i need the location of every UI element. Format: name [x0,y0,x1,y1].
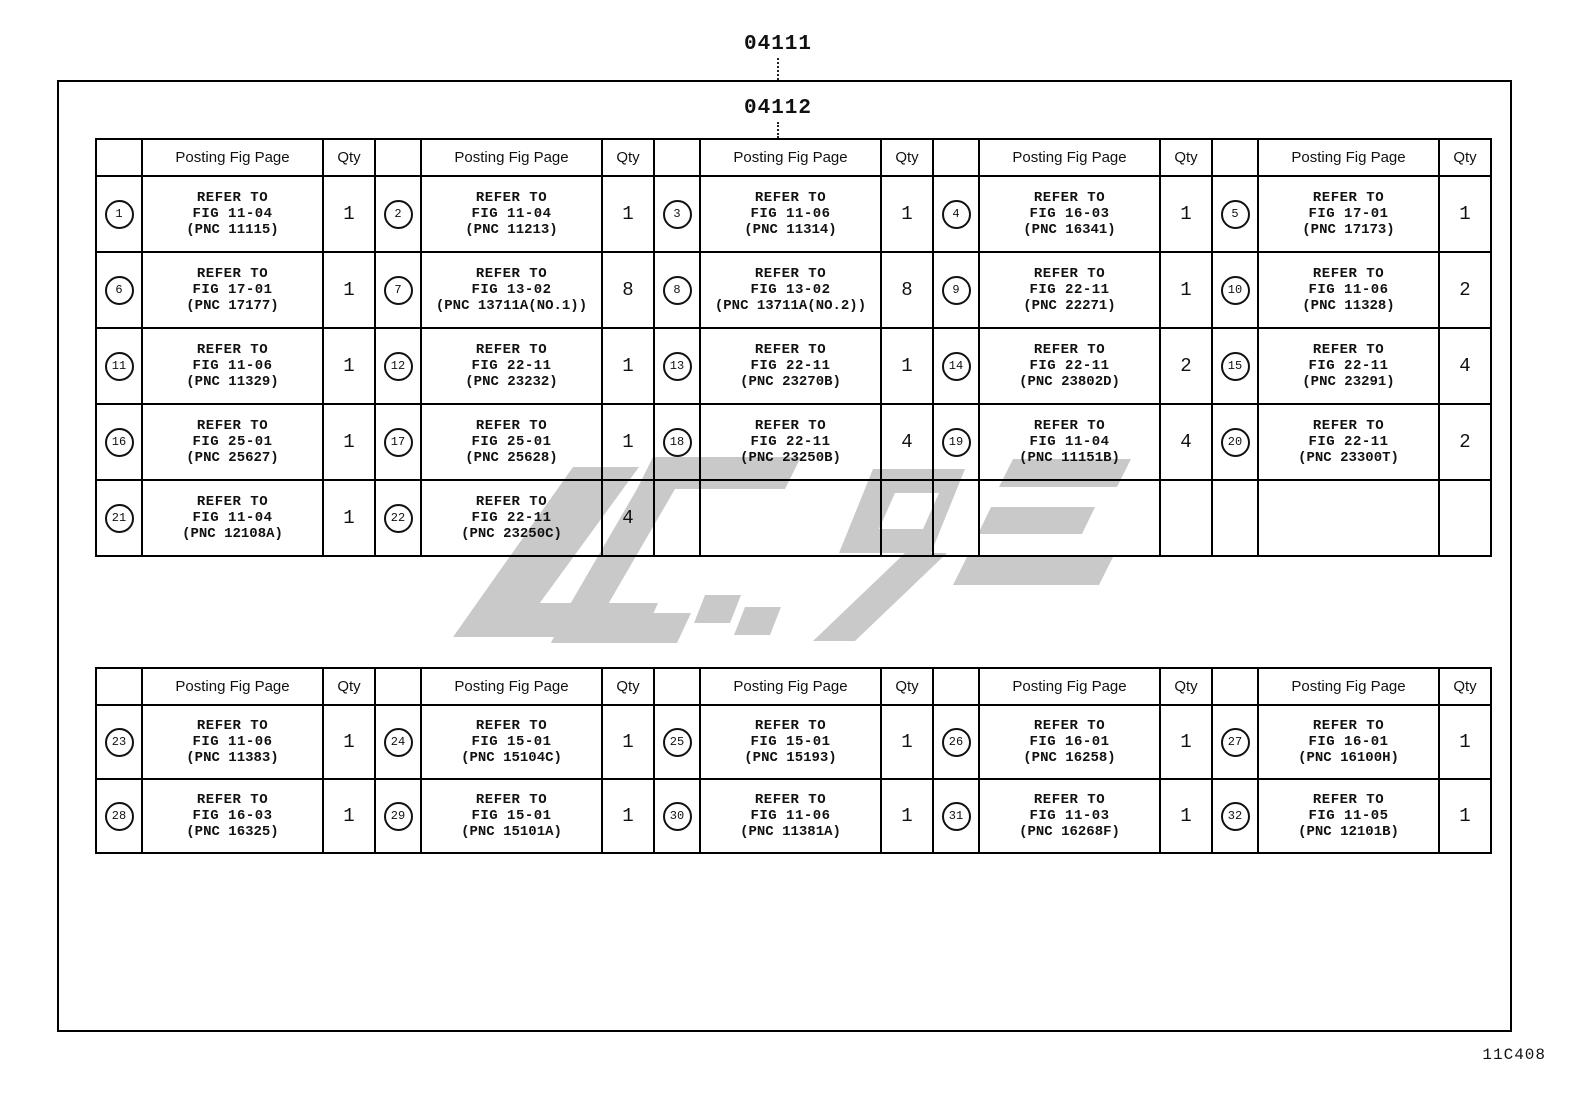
pnc-line: (PNC 12108A) [182,526,283,542]
circled-item-number: 23 [105,728,134,757]
qty-cell: 1 [603,329,655,405]
item-number-cell [97,253,143,329]
pnc-line: (PNC 11151B) [1019,450,1120,466]
item-number-cell [934,177,980,253]
qty-cell: 2 [1440,253,1492,329]
qty-cell: 1 [882,780,934,854]
circled-item-number: 20 [1221,428,1250,457]
item-number-cell [655,706,701,780]
fig-reference-line: FIG 15-01 [750,734,831,750]
qty-cell: 2 [1161,329,1213,405]
posting-fig-page-cell [143,481,324,557]
item-number-cell [97,706,143,780]
item-number-cell [97,329,143,405]
posting-fig-page-cell [143,177,324,253]
item-number-cell [1213,780,1259,854]
posting-fig-page-cell [980,405,1161,481]
item-number-cell [1213,253,1259,329]
fig-reference-line: FIG 22-11 [471,510,552,526]
circled-item-number: 9 [942,276,971,305]
item-number-cell [934,329,980,405]
posting-fig-page-cell [422,405,603,481]
pnc-line: (PNC 23300T) [1298,450,1399,466]
column-header-qty: Qty [1440,669,1492,706]
column-header-blank [934,140,980,177]
fig-reference-line: FIG 11-06 [192,734,273,750]
posting-fig-page-cell [980,780,1161,854]
fig-reference-line: FIG 22-11 [471,358,552,374]
column-header-qty: Qty [324,669,376,706]
posting-fig-page-cell [701,706,882,780]
fig-reference-line: FIG 22-11 [1308,434,1389,450]
fig-reference-line: FIG 11-03 [1029,808,1110,824]
posting-fig-page-cell [143,706,324,780]
posting-fig-page-cell [701,481,882,557]
reference-table-upper [95,138,1492,557]
qty-cell: 1 [324,706,376,780]
fig-reference-line: FIG 25-01 [471,434,552,450]
reference-table-lower [95,667,1492,854]
inner-code-leader-line [777,122,779,138]
item-number-cell [1213,405,1259,481]
item-number-cell [376,706,422,780]
fig-reference-line: FIG 17-01 [192,282,273,298]
item-number-cell [655,780,701,854]
column-header-blank [97,669,143,706]
qty-cell: 1 [1161,253,1213,329]
qty-cell: 8 [603,253,655,329]
fig-reference-line: FIG 17-01 [1308,206,1389,222]
pnc-line: (PNC 16100H) [1298,750,1399,766]
column-header-posting-fig-page: Posting Fig Page [422,140,603,177]
column-header-blank [376,669,422,706]
qty-cell: 1 [324,481,376,557]
refer-to-line: REFER TO [475,494,548,510]
fig-reference-line: FIG 16-03 [1029,206,1110,222]
column-header-blank [97,140,143,177]
refer-to-line: REFER TO [754,792,827,808]
circled-item-number: 15 [1221,352,1250,381]
posting-fig-page-cell [701,780,882,854]
pnc-line: (PNC 11329) [186,374,279,390]
circled-item-number: 25 [663,728,692,757]
column-header-posting-fig-page: Posting Fig Page [701,140,882,177]
posting-fig-page-cell [701,329,882,405]
item-number-cell [376,405,422,481]
qty-cell: 1 [324,780,376,854]
pnc-line: (PNC 12101B) [1298,824,1399,840]
fig-reference-line: FIG 16-01 [1308,734,1389,750]
item-number-cell [934,481,980,557]
column-header-posting-fig-page: Posting Fig Page [980,669,1161,706]
item-number-cell [97,177,143,253]
column-header-qty: Qty [1440,140,1492,177]
fig-reference-line: FIG 22-11 [1029,358,1110,374]
posting-fig-page-cell [143,405,324,481]
pnc-line: (PNC 17173) [1302,222,1395,238]
fig-reference-line: FIG 11-06 [192,358,273,374]
circled-item-number: 18 [663,428,692,457]
circled-item-number: 6 [105,276,134,305]
column-header-posting-fig-page: Posting Fig Page [143,140,324,177]
posting-fig-page-cell [980,706,1161,780]
refer-to-line: REFER TO [475,266,548,282]
refer-to-line: REFER TO [196,792,269,808]
column-header-posting-fig-page: Posting Fig Page [701,669,882,706]
pnc-line: (PNC 25627) [186,450,279,466]
fig-reference-line: FIG 11-04 [192,510,273,526]
item-number-cell [376,481,422,557]
pnc-line: (PNC 15104C) [461,750,562,766]
item-number-cell [97,405,143,481]
posting-fig-page-cell [422,177,603,253]
pnc-line: (PNC 11115) [186,222,279,238]
circled-item-number: 24 [384,728,413,757]
item-number-cell [934,405,980,481]
inner-part-code: 04112 [743,97,812,120]
posting-fig-page-cell [1259,177,1440,253]
circled-item-number: 4 [942,200,971,229]
posting-fig-page-cell [143,253,324,329]
circled-item-number: 5 [1221,200,1250,229]
qty-cell: 1 [1161,706,1213,780]
circled-item-number: 28 [105,802,134,831]
qty-cell: 1 [882,706,934,780]
column-header-blank [376,140,422,177]
posting-fig-page-cell [1259,253,1440,329]
circled-item-number: 3 [663,200,692,229]
column-header-posting-fig-page: Posting Fig Page [143,669,324,706]
column-header-blank [655,669,701,706]
column-header-blank [934,669,980,706]
item-number-cell [655,253,701,329]
qty-cell: 1 [324,177,376,253]
qty-cell: 1 [1440,177,1492,253]
posting-fig-page-cell [701,253,882,329]
pnc-line: (PNC 11381A) [740,824,841,840]
posting-fig-page-cell [701,177,882,253]
refer-to-line: REFER TO [1033,418,1106,434]
pnc-line: (PNC 13711A(NO.2)) [714,298,867,314]
fig-reference-line: FIG 15-01 [471,734,552,750]
refer-to-line: REFER TO [196,418,269,434]
fig-reference-line: FIG 16-03 [192,808,273,824]
column-header-posting-fig-page: Posting Fig Page [1259,669,1440,706]
posting-fig-page-cell [1259,780,1440,854]
item-number-cell [97,481,143,557]
item-number-cell [97,780,143,854]
qty-cell: 4 [603,481,655,557]
pnc-line: (PNC 16268F) [1019,824,1120,840]
fig-reference-line: FIG 11-06 [1308,282,1389,298]
circled-item-number: 29 [384,802,413,831]
item-number-cell [655,405,701,481]
pnc-line: (PNC 16258) [1023,750,1116,766]
qty-cell: 1 [603,177,655,253]
circled-item-number: 22 [384,504,413,533]
refer-to-line: REFER TO [754,266,827,282]
circled-item-number: 26 [942,728,971,757]
circled-item-number: 7 [384,276,413,305]
posting-fig-page-cell [1259,329,1440,405]
qty-cell: 1 [603,780,655,854]
fig-reference-line: FIG 11-06 [750,808,831,824]
qty-cell: 1 [603,405,655,481]
pnc-line: (PNC 23250C) [461,526,562,542]
posting-fig-page-cell [422,253,603,329]
item-number-cell [934,706,980,780]
fig-reference-line: FIG 15-01 [471,808,552,824]
pnc-line: (PNC 16341) [1023,222,1116,238]
qty-cell: 1 [1440,780,1492,854]
column-header-blank [1213,140,1259,177]
fig-reference-line: FIG 11-06 [750,206,831,222]
item-number-cell [655,329,701,405]
posting-fig-page-cell [1259,481,1440,557]
column-header-posting-fig-page: Posting Fig Page [1259,140,1440,177]
refer-to-line: REFER TO [475,718,548,734]
pnc-line: (PNC 22271) [1023,298,1116,314]
fig-reference-line: FIG 16-01 [1029,734,1110,750]
refer-to-line: REFER TO [1033,190,1106,206]
item-number-cell [1213,329,1259,405]
refer-to-line: REFER TO [1312,190,1385,206]
circled-item-number: 1 [105,200,134,229]
pnc-line: (PNC 15193) [744,750,837,766]
qty-cell: 1 [882,177,934,253]
posting-fig-page-cell [980,481,1161,557]
pnc-line: (PNC 15101A) [461,824,562,840]
column-header-posting-fig-page: Posting Fig Page [422,669,603,706]
circled-item-number: 19 [942,428,971,457]
posting-fig-page-cell [143,329,324,405]
qty-cell: 1 [324,253,376,329]
refer-to-line: REFER TO [1033,718,1106,734]
fig-reference-line: FIG 22-11 [750,434,831,450]
item-number-cell [1213,177,1259,253]
fig-reference-line: FIG 22-11 [750,358,831,374]
qty-cell: 1 [1161,780,1213,854]
fig-reference-line: FIG 22-11 [1308,358,1389,374]
qty-cell: 1 [324,405,376,481]
pnc-line: (PNC 23270B) [740,374,841,390]
posting-fig-page-cell [980,329,1161,405]
pnc-line: (PNC 23291) [1302,374,1395,390]
refer-to-line: REFER TO [475,418,548,434]
fig-reference-line: FIG 22-11 [1029,282,1110,298]
refer-to-line: REFER TO [475,190,548,206]
refer-to-line: REFER TO [475,342,548,358]
qty-cell [882,481,934,557]
circled-item-number: 8 [663,276,692,305]
qty-cell: 4 [1161,405,1213,481]
pnc-line: (PNC 25628) [465,450,558,466]
item-number-cell [376,253,422,329]
fig-reference-line: FIG 11-04 [192,206,273,222]
item-number-cell [655,481,701,557]
column-header-qty: Qty [1161,140,1213,177]
refer-to-line: REFER TO [754,342,827,358]
pnc-line: (PNC 11314) [744,222,837,238]
circled-item-number: 2 [384,200,413,229]
posting-fig-page-cell [980,253,1161,329]
outer-part-code: 04111 [743,33,812,56]
refer-to-line: REFER TO [1033,792,1106,808]
circled-item-number: 12 [384,352,413,381]
refer-to-line: REFER TO [1312,718,1385,734]
circled-item-number: 13 [663,352,692,381]
item-number-cell [934,780,980,854]
posting-fig-page-cell [143,780,324,854]
column-header-qty: Qty [1161,669,1213,706]
refer-to-line: REFER TO [1312,342,1385,358]
circled-item-number: 17 [384,428,413,457]
posting-fig-page-cell [422,329,603,405]
column-header-qty: Qty [882,669,934,706]
qty-cell: 4 [1440,329,1492,405]
outer-code-leader-line [777,58,779,80]
item-number-cell [376,329,422,405]
item-number-cell [376,780,422,854]
circled-item-number: 14 [942,352,971,381]
qty-cell: 1 [324,329,376,405]
qty-cell: 1 [1440,706,1492,780]
column-header-blank [655,140,701,177]
refer-to-line: REFER TO [1033,342,1106,358]
posting-fig-page-cell [422,780,603,854]
posting-fig-page-cell [422,481,603,557]
refer-to-line: REFER TO [754,418,827,434]
circled-item-number: 31 [942,802,971,831]
qty-cell: 1 [882,329,934,405]
circled-item-number: 30 [663,802,692,831]
item-number-cell [1213,481,1259,557]
qty-cell: 4 [882,405,934,481]
column-header-qty: Qty [882,140,934,177]
item-number-cell [934,253,980,329]
column-header-blank [1213,669,1259,706]
item-number-cell [376,177,422,253]
refer-to-line: REFER TO [196,266,269,282]
fig-reference-line: FIG 13-02 [471,282,552,298]
refer-to-line: REFER TO [1312,418,1385,434]
fig-reference-line: FIG 11-04 [471,206,552,222]
circled-item-number: 27 [1221,728,1250,757]
refer-to-line: REFER TO [754,190,827,206]
posting-fig-page-cell [1259,706,1440,780]
posting-fig-page-cell [701,405,882,481]
page-code: 11C408 [1482,1046,1546,1064]
item-number-cell [1213,706,1259,780]
qty-cell: 2 [1440,405,1492,481]
column-header-qty: Qty [324,140,376,177]
qty-cell [1161,481,1213,557]
pnc-line: (PNC 17177) [186,298,279,314]
fig-reference-line: FIG 25-01 [192,434,273,450]
refer-to-line: REFER TO [1312,266,1385,282]
refer-to-line: REFER TO [196,190,269,206]
circled-item-number: 32 [1221,802,1250,831]
fig-reference-line: FIG 11-04 [1029,434,1110,450]
pnc-line: (PNC 11213) [465,222,558,238]
item-number-cell [655,177,701,253]
pnc-line: (PNC 23250B) [740,450,841,466]
refer-to-line: REFER TO [754,718,827,734]
refer-to-line: REFER TO [196,342,269,358]
refer-to-line: REFER TO [196,494,269,510]
posting-fig-page-cell [422,706,603,780]
pnc-line: (PNC 11328) [1302,298,1395,314]
refer-to-line: REFER TO [475,792,548,808]
column-header-posting-fig-page: Posting Fig Page [980,140,1161,177]
qty-cell [1440,481,1492,557]
refer-to-line: REFER TO [1312,792,1385,808]
qty-cell: 1 [603,706,655,780]
pnc-line: (PNC 16325) [186,824,279,840]
qty-cell: 8 [882,253,934,329]
qty-cell: 1 [1161,177,1213,253]
fig-reference-line: FIG 11-05 [1308,808,1389,824]
posting-fig-page-cell [1259,405,1440,481]
column-header-qty: Qty [603,669,655,706]
refer-to-line: REFER TO [196,718,269,734]
pnc-line: (PNC 23232) [465,374,558,390]
pnc-line: (PNC 11383) [186,750,279,766]
column-header-qty: Qty [603,140,655,177]
circled-item-number: 11 [105,352,134,381]
fig-reference-line: FIG 13-02 [750,282,831,298]
pnc-line: (PNC 23802D) [1019,374,1120,390]
posting-fig-page-cell [980,177,1161,253]
circled-item-number: 21 [105,504,134,533]
refer-to-line: REFER TO [1033,266,1106,282]
circled-item-number: 10 [1221,276,1250,305]
pnc-line: (PNC 13711A(NO.1)) [435,298,588,314]
circled-item-number: 16 [105,428,134,457]
